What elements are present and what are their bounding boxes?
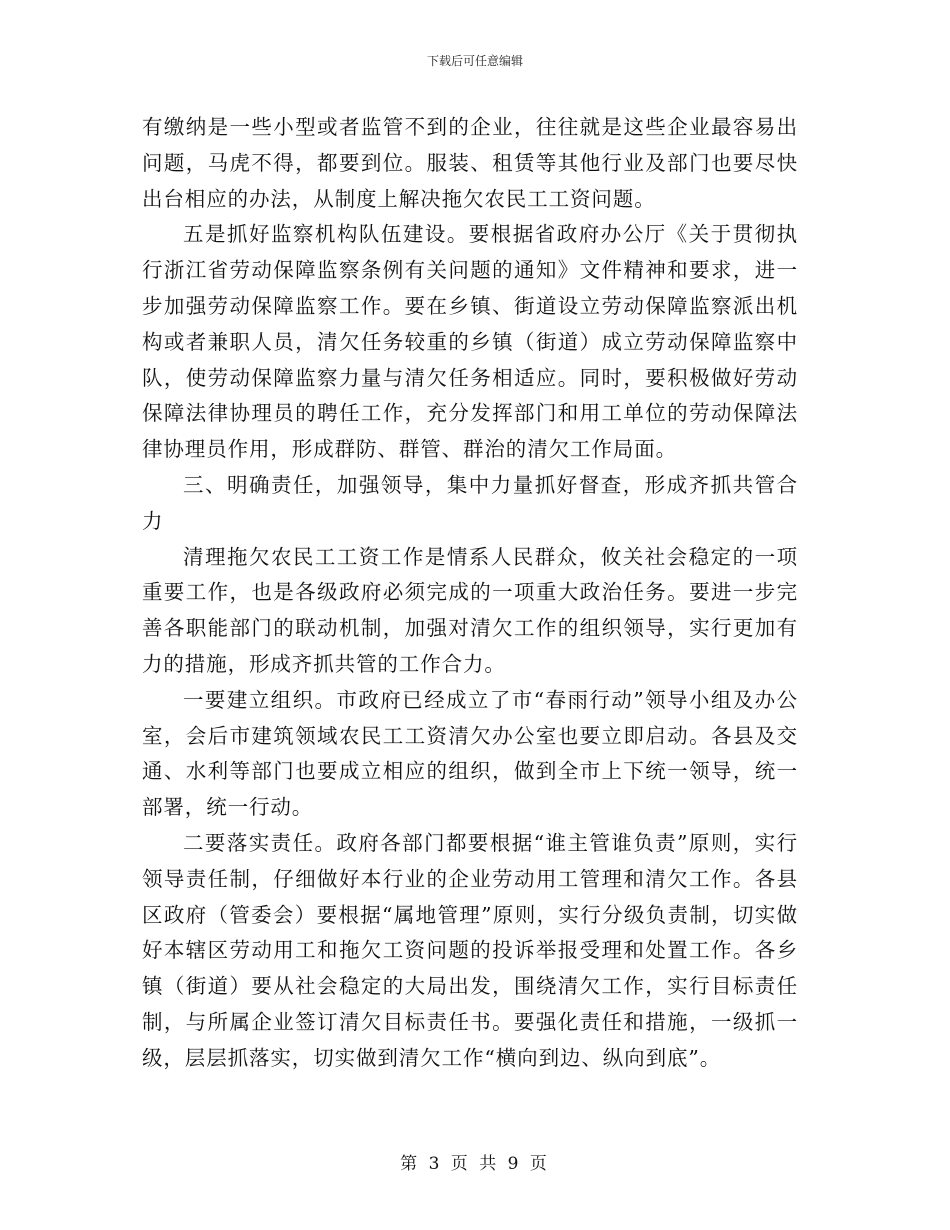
paragraph-6: 二要落实责任。政府各部门都要根据“谁主管谁负责”原则，实行领导责任制，仔细做好本行业的企业劳动用工管理和清欠工作。各县区政府（管委会）要根据“属地管理”原则，实行分级负责制，切实做好本辖区劳动用工和拖欠工资问题的投诉举报受理和处置工作。各乡镇（街道）要从社会稳定的大局出发，围绕清欠工作，实行目标责任制，与所属企业签订清欠目标责任书。要强化责任和措施，一级抓一级，层层抓落实，切实做到清欠工作“横向到边、纵向到底”。: [142, 830, 798, 1070]
paragraph-1: 有缴纳是一些小型或者监管不到的企业，往往就是这些企业最容易出问题，马虎不得，都要到位。服装、租赁等其他行业及部门也要尽快出台相应的办法，从制度上解决拖欠农民工工资问题。: [142, 115, 798, 211]
paragraph-2: 五是抓好监察机构队伍建设。要根据省政府办公厅《关于贯彻执行浙江省劳动保障监察条例有关问题的通知》文件精神和要求，进一步加强劳动保障监察工作。要在乡镇、街道设立劳动保障监察派出机构或者兼职人员，清欠任务较重的乡镇（街道）成立劳动保障监察中队，使劳动保障监察力量与清欠任务相适应。同时，要积极做好劳动保障法律协理员的聘任工作，充分发挥部门和用工单位的劳动保障法律协理员作用，形成群防、群管、群治的清欠工作局面。: [142, 222, 798, 462]
paragraph-5: 一要建立组织。市政府已经成立了市“春雨行动”领导小组及办公室，会后市建筑领域农民工工资清欠办公室也要立即启动。各县及交通、水利等部门也要成立相应的组织，做到全市上下统一领导，统一部署，统一行动。: [142, 687, 798, 820]
paragraph-4: 清理拖欠农民工工资工作是情系人民群众，攸关社会稳定的一项重要工作，也是各级政府必须完成的一项重大政治任务。要进一步完善各职能部门的联动机制，加强对清欠工作的组织领导，实行更加有力的措施，形成齐抓共管的工作合力。: [142, 544, 798, 676]
page-header: 下载后可任意编辑: [426, 54, 523, 68]
page-number-footer: 第 3 页 共 9 页: [400, 1154, 550, 1174]
section-heading-3: 三、明确责任，加强领导，集中力量抓好督查，形成齐抓共管合力: [142, 472, 798, 533]
document-body: [142, 110, 798, 1077]
